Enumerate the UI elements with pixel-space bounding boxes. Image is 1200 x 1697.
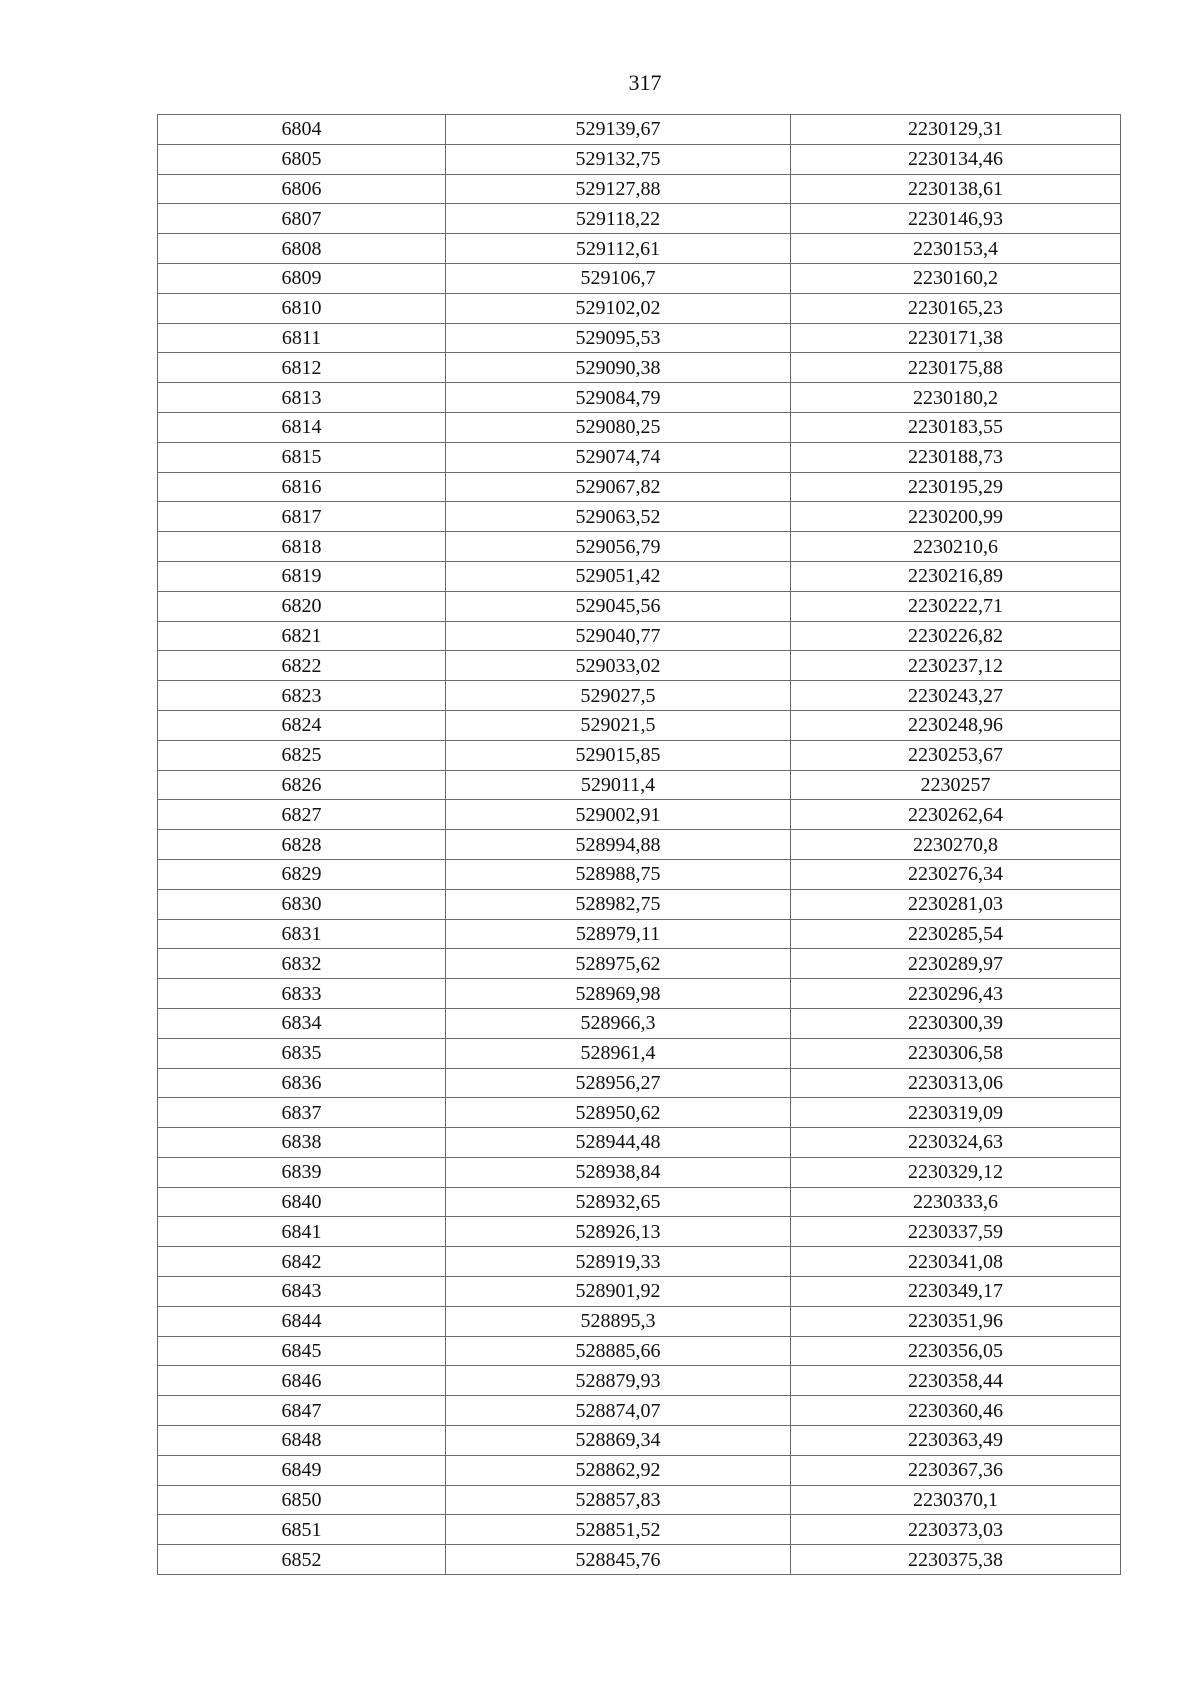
y-coordinate-cell: 2230243,27	[791, 681, 1121, 711]
table-row	[158, 1277, 1121, 1307]
y-coordinate-cell: 2230349,17	[791, 1277, 1121, 1307]
x-coordinate-cell: 528919,33	[446, 1247, 791, 1277]
table-row	[158, 979, 1121, 1009]
x-coordinate-cell: 528885,66	[446, 1336, 791, 1366]
table-row	[158, 1485, 1121, 1515]
x-coordinate-cell: 529118,22	[446, 204, 791, 234]
page-number: 317	[628, 70, 662, 95]
table-row	[158, 1515, 1121, 1545]
y-coordinate-cell: 2230180,2	[791, 383, 1121, 413]
point-number-cell: 6808	[158, 234, 446, 264]
y-coordinate-cell: 2230367,36	[791, 1455, 1121, 1485]
point-number-cell: 6812	[158, 353, 446, 383]
point-number-cell: 6838	[158, 1128, 446, 1158]
table-row	[158, 1426, 1121, 1456]
y-coordinate-cell: 2230319,09	[791, 1098, 1121, 1128]
point-number-cell: 6849	[158, 1455, 446, 1485]
x-coordinate-cell: 528961,4	[446, 1038, 791, 1068]
x-coordinate-cell: 528975,62	[446, 949, 791, 979]
x-coordinate-cell: 529002,91	[446, 800, 791, 830]
x-coordinate-cell: 529067,82	[446, 472, 791, 502]
y-coordinate-cell: 2230216,89	[791, 561, 1121, 591]
x-coordinate-cell: 528944,48	[446, 1128, 791, 1158]
y-coordinate-cell: 2230333,6	[791, 1187, 1121, 1217]
y-coordinate-cell: 2230351,96	[791, 1306, 1121, 1336]
point-number-cell: 6825	[158, 740, 446, 770]
x-coordinate-cell: 528869,34	[446, 1426, 791, 1456]
y-coordinate-cell: 2230356,05	[791, 1336, 1121, 1366]
y-coordinate-cell: 2230300,39	[791, 1008, 1121, 1038]
point-number-cell: 6810	[158, 293, 446, 323]
point-number-cell: 6824	[158, 710, 446, 740]
x-coordinate-cell: 528879,93	[446, 1366, 791, 1396]
x-coordinate-cell: 529084,79	[446, 383, 791, 413]
x-coordinate-cell: 529051,42	[446, 561, 791, 591]
table-row	[158, 144, 1121, 174]
x-coordinate-cell: 529127,88	[446, 174, 791, 204]
y-coordinate-cell: 2230324,63	[791, 1128, 1121, 1158]
y-coordinate-cell: 2230257	[791, 770, 1121, 800]
x-coordinate-cell: 529063,52	[446, 502, 791, 532]
point-number-cell: 6830	[158, 889, 446, 919]
point-number-cell: 6829	[158, 859, 446, 889]
x-coordinate-cell: 528938,84	[446, 1157, 791, 1187]
x-coordinate-cell: 529021,5	[446, 710, 791, 740]
y-coordinate-cell: 2230341,08	[791, 1247, 1121, 1277]
x-coordinate-cell: 529027,5	[446, 681, 791, 711]
point-number-cell: 6837	[158, 1098, 446, 1128]
y-coordinate-cell: 2230138,61	[791, 174, 1121, 204]
y-coordinate-cell: 2230160,2	[791, 263, 1121, 293]
x-coordinate-cell: 529080,25	[446, 412, 791, 442]
x-coordinate-cell: 529139,67	[446, 115, 791, 145]
x-coordinate-cell: 528950,62	[446, 1098, 791, 1128]
x-coordinate-cell: 529090,38	[446, 353, 791, 383]
point-number-cell: 6819	[158, 561, 446, 591]
y-coordinate-cell: 2230363,49	[791, 1426, 1121, 1456]
point-number-cell: 6851	[158, 1515, 446, 1545]
point-number-cell: 6840	[158, 1187, 446, 1217]
y-coordinate-cell: 2230285,54	[791, 919, 1121, 949]
point-number-cell: 6823	[158, 681, 446, 711]
table-row	[158, 204, 1121, 234]
y-coordinate-cell: 2230306,58	[791, 1038, 1121, 1068]
table-row	[158, 770, 1121, 800]
y-coordinate-cell: 2230248,96	[791, 710, 1121, 740]
y-coordinate-cell: 2230153,4	[791, 234, 1121, 264]
point-number-cell: 6821	[158, 621, 446, 651]
point-number-cell: 6841	[158, 1217, 446, 1247]
table-row	[158, 830, 1121, 860]
point-number-cell: 6845	[158, 1336, 446, 1366]
table-row	[158, 1157, 1121, 1187]
table-row	[158, 651, 1121, 681]
x-coordinate-cell: 528901,92	[446, 1277, 791, 1307]
point-number-cell: 6846	[158, 1366, 446, 1396]
y-coordinate-cell: 2230175,88	[791, 353, 1121, 383]
y-coordinate-cell: 2230210,6	[791, 532, 1121, 562]
x-coordinate-cell: 529106,7	[446, 263, 791, 293]
point-number-cell: 6804	[158, 115, 446, 145]
point-number-cell: 6813	[158, 383, 446, 413]
y-coordinate-cell: 2230146,93	[791, 204, 1121, 234]
point-number-cell: 6805	[158, 144, 446, 174]
table-row	[158, 293, 1121, 323]
table-row	[158, 1068, 1121, 1098]
table-row	[158, 1306, 1121, 1336]
y-coordinate-cell: 2230313,06	[791, 1068, 1121, 1098]
y-coordinate-cell: 2230222,71	[791, 591, 1121, 621]
point-number-cell: 6847	[158, 1396, 446, 1426]
y-coordinate-cell: 2230329,12	[791, 1157, 1121, 1187]
x-coordinate-cell: 529011,4	[446, 770, 791, 800]
x-coordinate-cell: 528845,76	[446, 1545, 791, 1575]
table-row	[158, 472, 1121, 502]
x-coordinate-cell: 528932,65	[446, 1187, 791, 1217]
y-coordinate-cell: 2230226,82	[791, 621, 1121, 651]
point-number-cell: 6811	[158, 323, 446, 353]
point-number-cell: 6815	[158, 442, 446, 472]
x-coordinate-cell: 529112,61	[446, 234, 791, 264]
y-coordinate-cell: 2230289,97	[791, 949, 1121, 979]
x-coordinate-cell: 529015,85	[446, 740, 791, 770]
y-coordinate-cell: 2230134,46	[791, 144, 1121, 174]
point-number-cell: 6822	[158, 651, 446, 681]
table-row	[158, 532, 1121, 562]
y-coordinate-cell: 2230360,46	[791, 1396, 1121, 1426]
table-row	[158, 383, 1121, 413]
table-row	[158, 1098, 1121, 1128]
point-number-cell: 6852	[158, 1545, 446, 1575]
y-coordinate-cell: 2230262,64	[791, 800, 1121, 830]
point-number-cell: 6842	[158, 1247, 446, 1277]
point-number-cell: 6834	[158, 1008, 446, 1038]
table-row	[158, 889, 1121, 919]
y-coordinate-cell: 2230237,12	[791, 651, 1121, 681]
y-coordinate-cell: 2230373,03	[791, 1515, 1121, 1545]
point-number-cell: 6836	[158, 1068, 446, 1098]
point-number-cell: 6832	[158, 949, 446, 979]
table-row	[158, 1187, 1121, 1217]
table-row	[158, 174, 1121, 204]
coordinates-table-body	[158, 115, 1121, 1575]
y-coordinate-cell: 2230270,8	[791, 830, 1121, 860]
point-number-cell: 6818	[158, 532, 446, 562]
point-number-cell: 6831	[158, 919, 446, 949]
x-coordinate-cell: 529102,02	[446, 293, 791, 323]
table-row	[158, 1455, 1121, 1485]
point-number-cell: 6839	[158, 1157, 446, 1187]
table-row	[158, 591, 1121, 621]
y-coordinate-cell: 2230171,38	[791, 323, 1121, 353]
x-coordinate-cell: 528988,75	[446, 859, 791, 889]
x-coordinate-cell: 528956,27	[446, 1068, 791, 1098]
table-row	[158, 740, 1121, 770]
y-coordinate-cell: 2230188,73	[791, 442, 1121, 472]
table-row	[158, 919, 1121, 949]
x-coordinate-cell: 529095,53	[446, 323, 791, 353]
point-number-cell: 6814	[158, 412, 446, 442]
x-coordinate-cell: 529033,02	[446, 651, 791, 681]
y-coordinate-cell: 2230375,38	[791, 1545, 1121, 1575]
point-number-cell: 6817	[158, 502, 446, 532]
y-coordinate-cell: 2230200,99	[791, 502, 1121, 532]
y-coordinate-cell: 2230296,43	[791, 979, 1121, 1009]
x-coordinate-cell: 529045,56	[446, 591, 791, 621]
point-number-cell: 6850	[158, 1485, 446, 1515]
point-number-cell: 6809	[158, 263, 446, 293]
point-number-cell: 6828	[158, 830, 446, 860]
x-coordinate-cell: 529074,74	[446, 442, 791, 472]
table-row	[158, 800, 1121, 830]
x-coordinate-cell: 528895,3	[446, 1306, 791, 1336]
table-row	[158, 323, 1121, 353]
table-row	[158, 1038, 1121, 1068]
y-coordinate-cell: 2230337,59	[791, 1217, 1121, 1247]
table-row	[158, 1366, 1121, 1396]
table-row	[158, 1128, 1121, 1158]
x-coordinate-cell: 528862,92	[446, 1455, 791, 1485]
y-coordinate-cell: 2230253,67	[791, 740, 1121, 770]
point-number-cell: 6827	[158, 800, 446, 830]
x-coordinate-cell: 528979,11	[446, 919, 791, 949]
point-number-cell: 6816	[158, 472, 446, 502]
point-number-cell: 6844	[158, 1306, 446, 1336]
x-coordinate-cell: 528982,75	[446, 889, 791, 919]
table-row	[158, 115, 1121, 145]
x-coordinate-cell: 528966,3	[446, 1008, 791, 1038]
table-row	[158, 1396, 1121, 1426]
table-row	[158, 710, 1121, 740]
table-row	[158, 1336, 1121, 1366]
table-row	[158, 442, 1121, 472]
table-row	[158, 412, 1121, 442]
x-coordinate-cell: 528851,52	[446, 1515, 791, 1545]
y-coordinate-cell: 2230370,1	[791, 1485, 1121, 1515]
point-number-cell: 6833	[158, 979, 446, 1009]
y-coordinate-cell: 2230276,34	[791, 859, 1121, 889]
table-row	[158, 1008, 1121, 1038]
table-row	[158, 263, 1121, 293]
x-coordinate-cell: 528874,07	[446, 1396, 791, 1426]
y-coordinate-cell: 2230129,31	[791, 115, 1121, 145]
table-row	[158, 949, 1121, 979]
point-number-cell: 6806	[158, 174, 446, 204]
y-coordinate-cell: 2230281,03	[791, 889, 1121, 919]
table-row	[158, 621, 1121, 651]
table-row	[158, 1545, 1121, 1575]
table-row	[158, 502, 1121, 532]
x-coordinate-cell: 529040,77	[446, 621, 791, 651]
table-row	[158, 561, 1121, 591]
y-coordinate-cell: 2230358,44	[791, 1366, 1121, 1396]
y-coordinate-cell: 2230195,29	[791, 472, 1121, 502]
table-row	[158, 234, 1121, 264]
point-number-cell: 6820	[158, 591, 446, 621]
x-coordinate-cell: 529132,75	[446, 144, 791, 174]
x-coordinate-cell: 528857,83	[446, 1485, 791, 1515]
point-number-cell: 6848	[158, 1426, 446, 1456]
x-coordinate-cell: 528926,13	[446, 1217, 791, 1247]
table-row	[158, 681, 1121, 711]
x-coordinate-cell: 528969,98	[446, 979, 791, 1009]
coordinates-table	[157, 114, 1121, 1575]
x-coordinate-cell: 529056,79	[446, 532, 791, 562]
table-row	[158, 1217, 1121, 1247]
point-number-cell: 6835	[158, 1038, 446, 1068]
table-row	[158, 1247, 1121, 1277]
y-coordinate-cell: 2230165,23	[791, 293, 1121, 323]
table-row	[158, 353, 1121, 383]
y-coordinate-cell: 2230183,55	[791, 412, 1121, 442]
x-coordinate-cell: 528994,88	[446, 830, 791, 860]
point-number-cell: 6807	[158, 204, 446, 234]
table-row	[158, 859, 1121, 889]
point-number-cell: 6826	[158, 770, 446, 800]
point-number-cell: 6843	[158, 1277, 446, 1307]
